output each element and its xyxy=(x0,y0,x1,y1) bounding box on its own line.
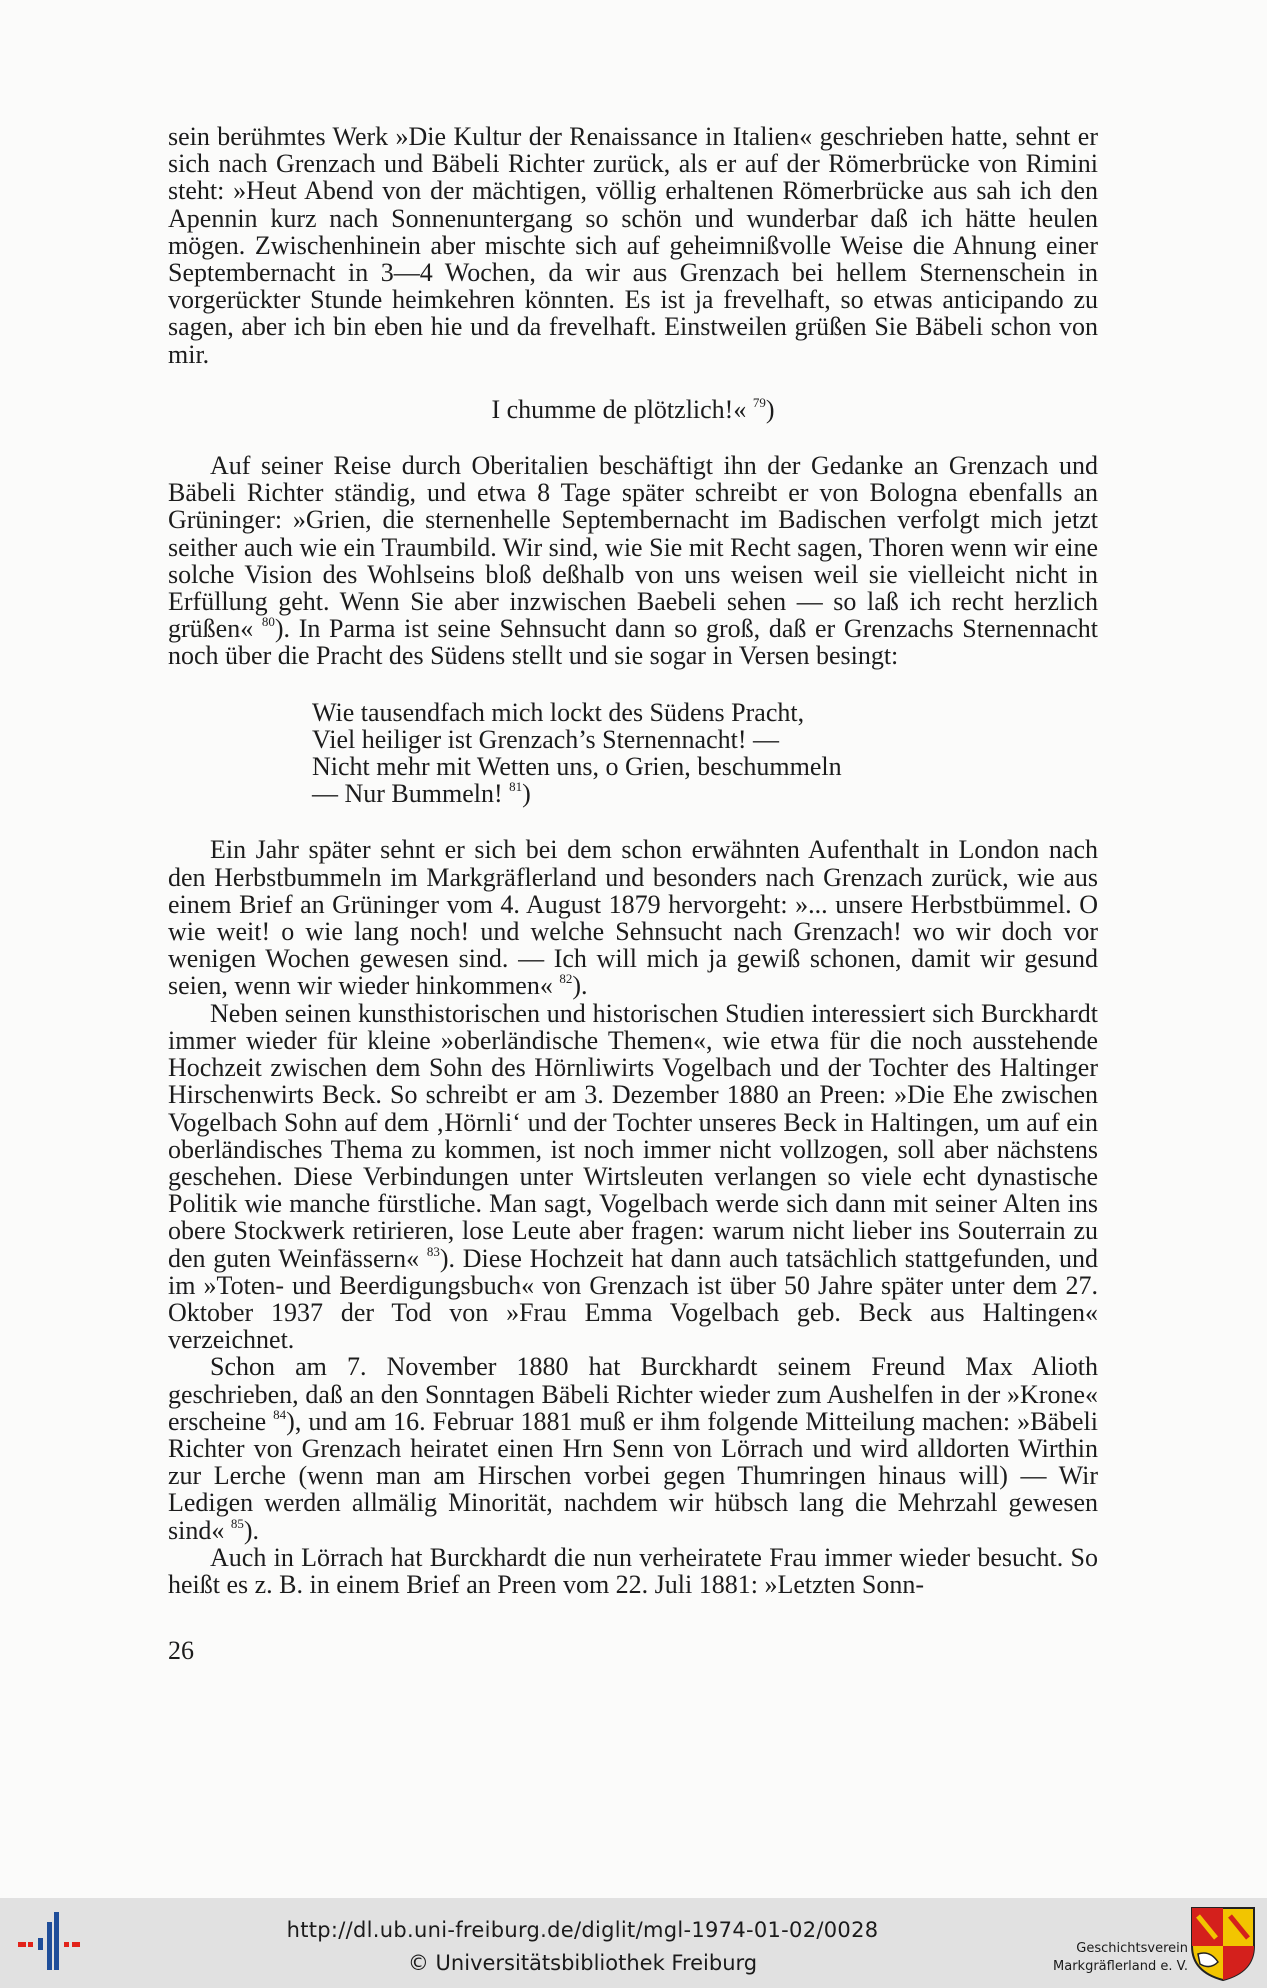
verse-line: Wie tausendfach mich lockt des Südens Pracht, xyxy=(312,697,805,727)
text-flow-after-verse xyxy=(168,836,1098,1598)
verse-line-last: — Nur Bummeln! $^{81}$) xyxy=(312,779,531,809)
footnote-ref: 82 xyxy=(559,971,573,987)
text-run: Neben seinen kunsthistorischen und historischen Studien interessiert sich Burckhardt immer wieder für kleine »oberländische Themen«, wie etwa für die noch ausstehende Hochzeit zwischen dem Sohn des Hörnliwirts Vogelbach und der Tochter des Haltinger Hirschenwirts Beck. So schreibt er am 3. Dezember 1880 an Preen: »Die Ehe zwischen Vogelbach Sohn auf dem ‚Hörnli‘ und der Tochter unseres Beck in Haltingen, um auf ein oberländisches Thema zu kommen, ist noch immer nicht vollzogen, soll aber nächstens geschehen. Diese Verbindungen unter Wirtsleuten verlangen so viele echt dynastische Politik wie manche fürstliche. Man sagt, Vogelbach werde sich dann mit seiner Alten ins obere Stockwerk retirieren, lose Leute aber fragen: warum nicht lieber ins Souterrain zu den guten Weinfässern« xyxy=(168,998,1098,1273)
copyright-text: © Universitätsbibliothek Freiburg xyxy=(407,1951,758,1975)
text-run: sein berühmtes Werk »Die Kultur der Renaissance in Italien« geschrieben hatte, sehnt er sich nach Grenzach und Bäbeli Richter zurück, als er auf der Römerbrücke von Rimini steht: »Heut Abend von der mächtigen, völlig erhaltenen Römerbrücke aus sah ich den Apennin kurz nach Sonnenuntergang so schön und wunderbar daß ich hätte heulen mögen. Zwischenhinein aber mischte sich auf geheimnißvolle Weise die Ahnung einer Septembernacht in 3—4 Wochen, da wir aus Grenzach bei hellem Sternenschein in vorgerückter Stunde heimkehren könnten. Es ist ja frevelhaft, so etwas anticipando zu sagen, aber ich bin eben hie und da frevelhaft. Einstweilen grüßen Sie Bäbeli schon von mir. xyxy=(168,122,1098,369)
paragraph-p5 xyxy=(168,1000,1098,1354)
document-url-link[interactable]: http://dl.ub.uni-freiburg.de/diglit/mgl-1974-01-02/0028 xyxy=(286,1918,879,1942)
text-run: Ein Jahr später sehnt er sich bei dem schon erwähnten Aufenthalt in London nach den Herbstbummeln im Markgräflerland und besonders nach Grenzach zurück, wie aus einem Brief an Grüninger vom 4. August 1879 hervorgeht: »... unsere Herbstbümmel. O wie weit! o wie lang noch! und welche Sehnsucht nach Grenzach! wo wir doch vor wenigen Wochen gewesen sind. — Ich will mich ja gewiß schonen, damit wir gesund seien, wenn wir wieder hinkommen« xyxy=(168,835,1098,1001)
text-run: I chumme de plötzlich!« xyxy=(491,394,753,424)
verse-line: Nicht mehr mit Wetten uns, o Grien, beschummeln xyxy=(312,752,842,782)
verse-block xyxy=(312,699,1098,808)
society-line: Geschichtsverein xyxy=(1076,1941,1188,1956)
society-name xyxy=(1018,1940,1188,1976)
text-run: ). xyxy=(572,971,588,1001)
text-flow-before-verse xyxy=(168,123,1098,670)
paragraph-p6 xyxy=(168,1353,1098,1543)
verse-line: Viel heiliger ist Grenzach’s Sternennacht! — xyxy=(312,724,779,754)
geschichtsverein-crest-icon xyxy=(1190,1906,1256,1982)
footnote-ref: 85 xyxy=(230,1515,244,1531)
text-run: ). Diese Hochzeit hat dann auch tatsächlich stattgefunden, und im »Toten- und Beerdigungsbuch« von Grenzach ist über 50 Jahre später unter dem 27. Oktober 1937 der Tod von »Frau Emma Vogelbach geb. Beck aus Haltingen« verzeichnet. xyxy=(168,1243,1098,1355)
paragraph-p2 xyxy=(168,396,1098,423)
text-run: ) xyxy=(765,394,775,424)
body-text xyxy=(168,123,1098,1598)
society-line: Markgräflerland e. V. xyxy=(1053,1959,1188,1974)
paragraph-p3 xyxy=(168,452,1098,670)
text-run: ), und am 16. Februar 1881 muß er ihm folgende Mitteilung machen: »Bäbeli Richter von Grenzach heiratet einen Hrn Senn von Lörrach und wird alldorten Wirthin zur Lerche (wenn man am Hirschen vorbei gegen Thumringen hinaus will) — Wir Ledigen werden allmälig Minorität, nachdem wir hübsch lang die Mehrzahl gewesen sind« xyxy=(168,1406,1098,1545)
footnote-ref: 79 xyxy=(752,394,766,410)
footnote-ref: 80 xyxy=(261,614,275,630)
footnote-ref: 81 xyxy=(509,779,523,795)
text-run: Auf seiner Reise durch Oberitalien beschäftigt ihn der Gedanke an Grenzach und Bäbeli Richter ständig, und etwa 8 Tage später schreibt er von Bologna ebenfalls an Grüninger: »Grien, die sternenhelle Septembernacht im Badischen verfolgt mich jetzt seither auch wie ein Traumbild. Wir sind, wie Sie mit Recht sagen, Thoren wenn wir eine solche Vision des Wohlseins bloß deßhalb von uns weisen weil sie vielleicht nicht in Erfüllung geht. Wenn Sie aber inzwischen Baebeli sehen — so laß ich recht herzlich grüßen« xyxy=(168,451,1098,644)
text-run: Schon am 7. November 1880 hat Burckhardt seinem Freund Max Alioth geschrieben, daß an den Sonntagen Bäbeli Richter wieder zum Aushelfen in der »Krone« erscheine xyxy=(168,1352,1098,1436)
paragraph-p1 xyxy=(168,123,1098,368)
text-run: Auch in Lörrach hat Burckhardt die nun verheiratete Frau immer wieder besucht. So heißt es z. B. in einem Brief an Preen vom 22. Juli 1881: »Letzten Sonn- xyxy=(168,1542,1098,1599)
page-number: 26 xyxy=(168,1636,194,1665)
viewer-footer xyxy=(0,1898,1267,1988)
footnote-ref: 84 xyxy=(273,1406,287,1422)
text-run: ). xyxy=(243,1515,260,1545)
text-run: ). In Parma ist seine Sehnsucht dann so groß, daß er Grenzachs Sternennacht noch über die Pracht des Südens stellt und sie sogar in Versen besingt: xyxy=(168,614,1098,671)
paragraph-p4 xyxy=(168,836,1098,999)
ub-freiburg-logo-icon[interactable] xyxy=(14,1908,84,1978)
footnote-ref: 83 xyxy=(426,1243,440,1259)
paragraph-p7 xyxy=(168,1544,1098,1598)
